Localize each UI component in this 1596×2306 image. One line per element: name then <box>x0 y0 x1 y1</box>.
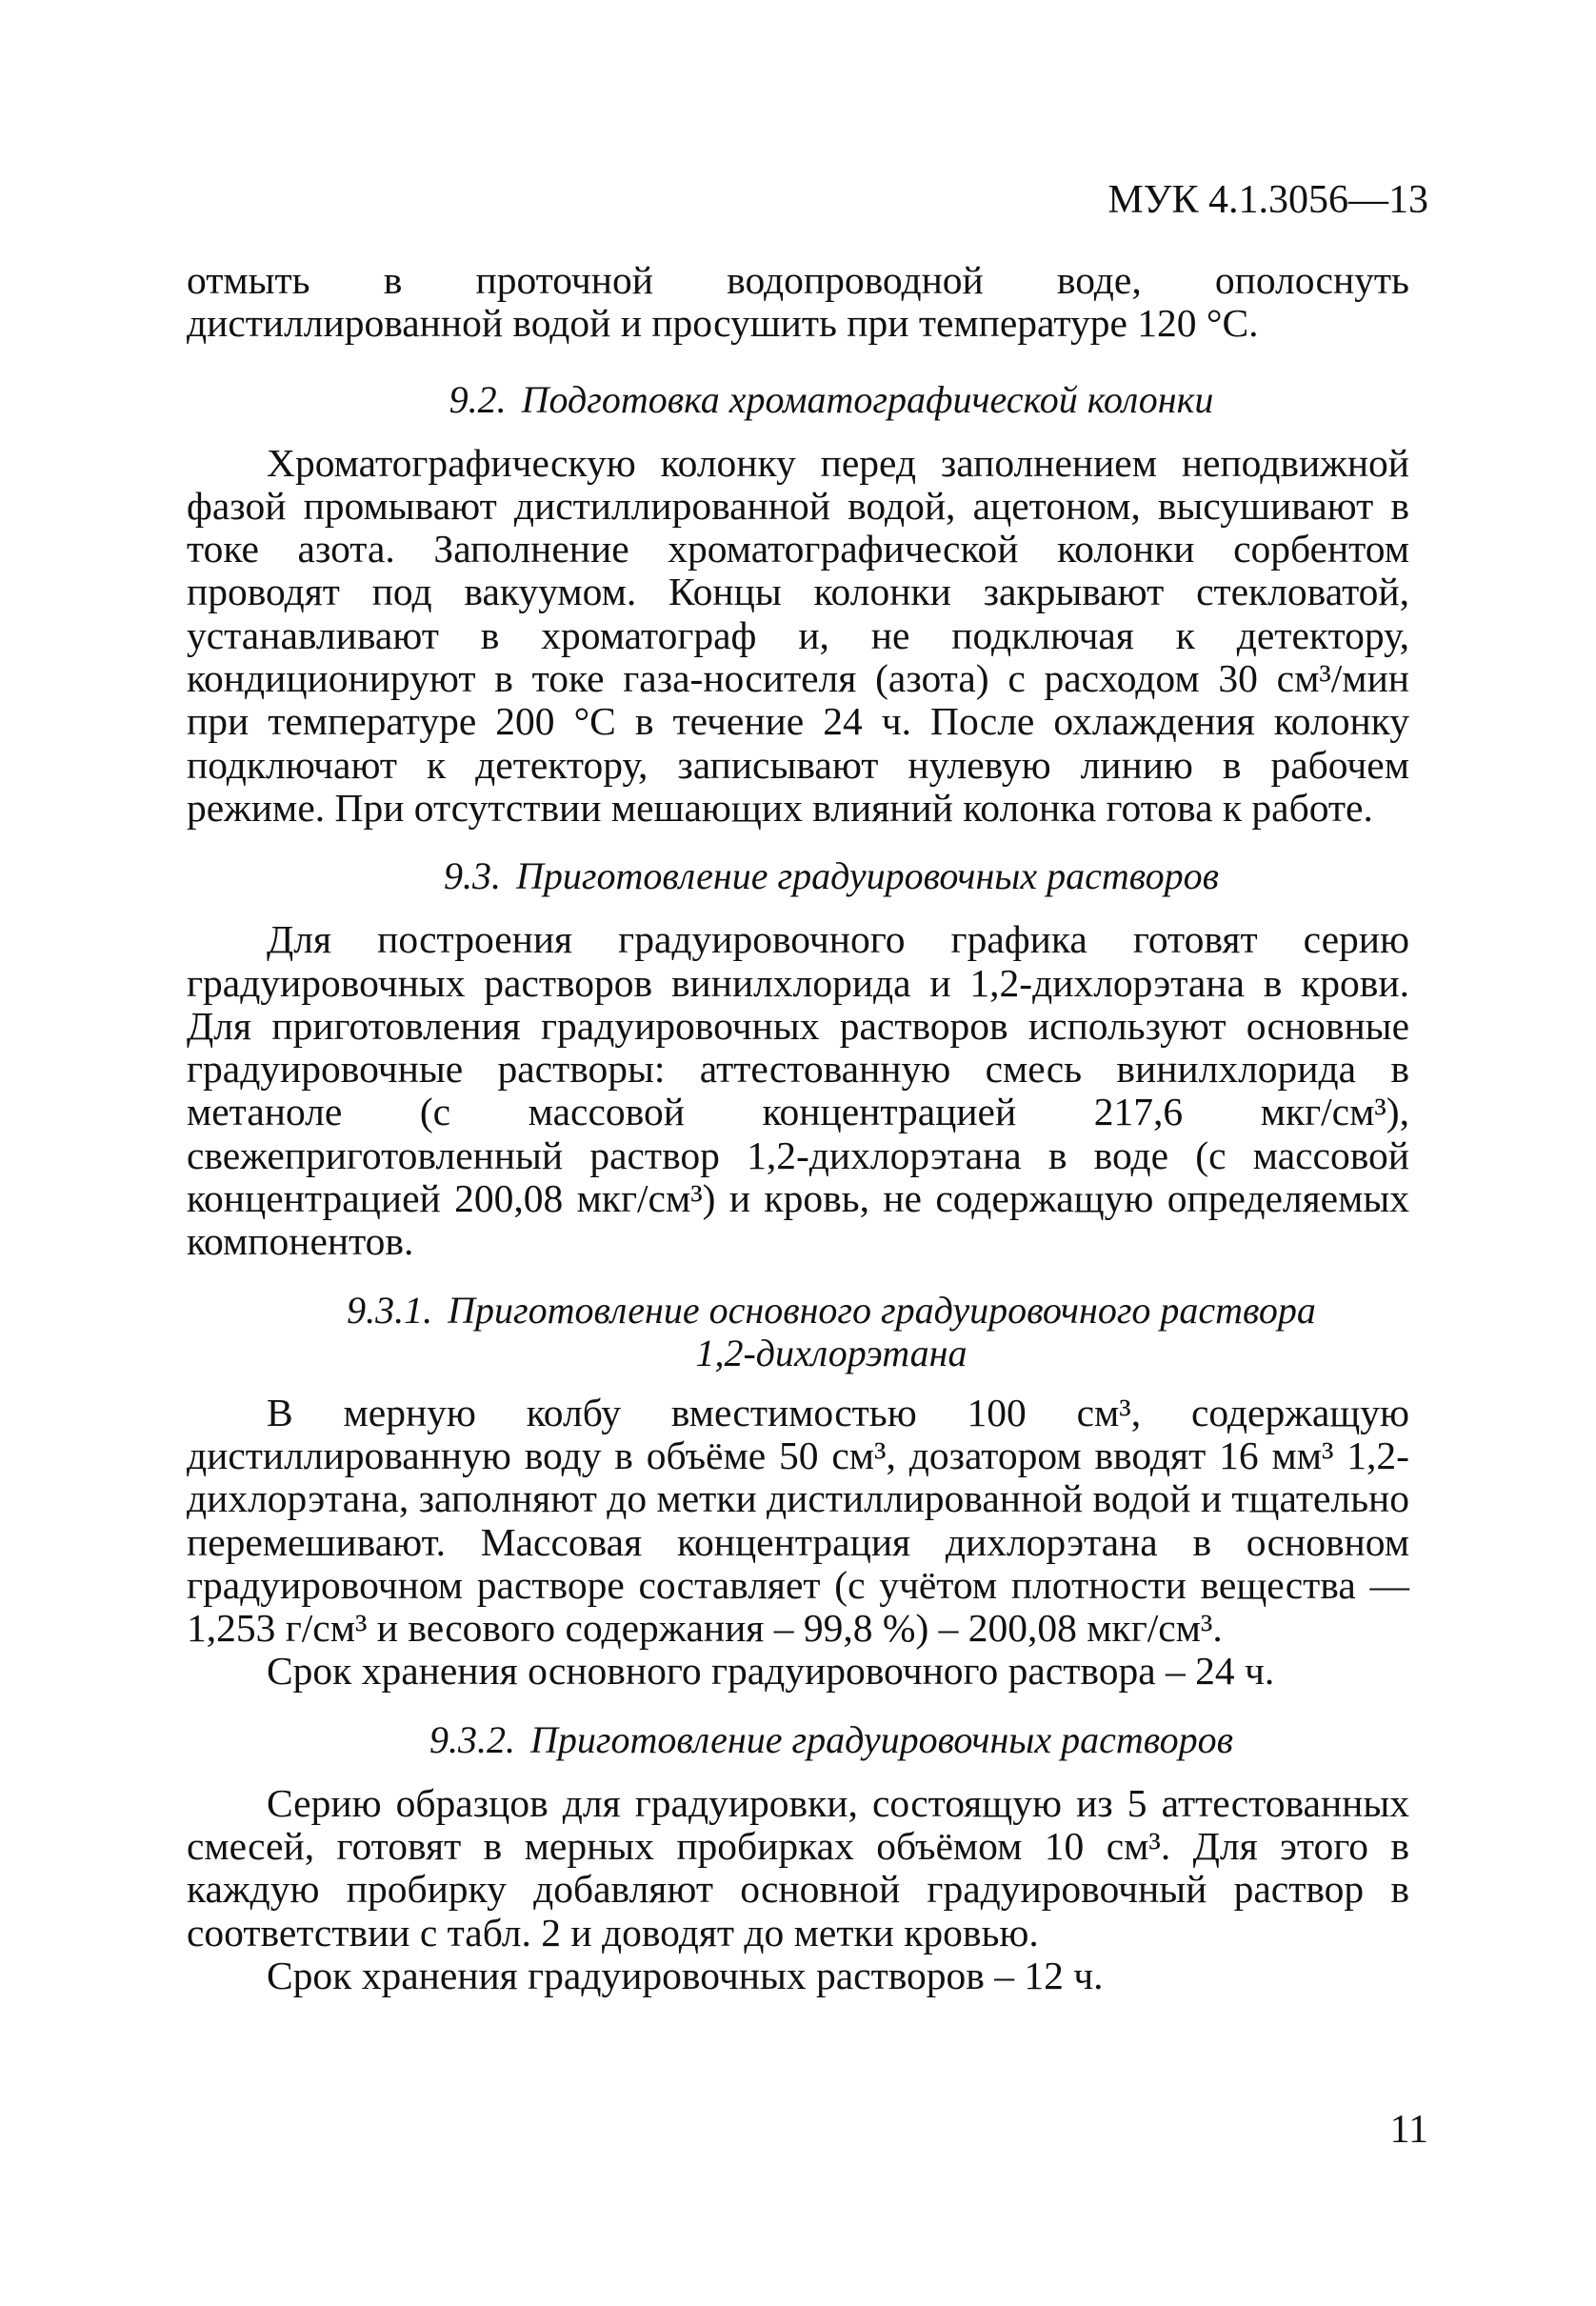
section-9-2-title: Подготовка хроматографической колонки <box>521 377 1214 421</box>
document-code-header: МУК 4.1.3056—13 <box>1107 178 1428 222</box>
section-9-2-number: 9.2. <box>449 377 507 421</box>
section-9-3-2-title: Приготовление градуировочных растворов <box>529 1717 1233 1761</box>
section-9-3-2-heading <box>187 1718 1409 1761</box>
section-9-3-1-title-line2: 1,2-дихлорэтана <box>695 1331 968 1374</box>
section-9-3-1-number: 9.3.1. <box>347 1288 433 1332</box>
section-9-2-heading <box>187 378 1409 421</box>
section-9-3-paragraph: Для построения градуировочного графика готовят серию градуировочных растворов винилхлорида и 1,2-дихлорэтана в крови. Для приготовления градуировочных растворов используют основные градуировочные растворы: аттестованную смесь винилхлорида в метаноле (с массовой концентрацией 217,6 мкг/см³), свежеприготовленный раствор 1,2-дихлорэтана в воде (с массовой концентрацией 200,08 мкг/см³) и кровь, не содержащую определяемых компонентов. <box>187 917 1409 1264</box>
section-9-3-number: 9.3. <box>443 854 501 898</box>
section-9-3-heading <box>187 854 1409 897</box>
section-9-3-2-number: 9.3.2. <box>429 1717 515 1761</box>
page-number: 11 <box>1389 2108 1428 2152</box>
section-9-3-1-heading <box>187 1289 1409 1374</box>
section-9-3-title: Приготовление градуировочных растворов <box>515 854 1219 898</box>
section-9-3-2-paragraph-2: Срок хранения градуировочных растворов – 12 ч. <box>267 1953 1104 1997</box>
intro-paragraph: отмыть в проточной водопроводной воде, ополоснуть дистиллированной водой и просушить при температуре 120 °C. <box>187 258 1409 346</box>
section-9-3-1-title-line1: Приготовление основного градуировочного раствора <box>448 1288 1316 1332</box>
body-column <box>187 259 1409 1997</box>
section-9-3-1-paragraph-1: В мерную колбу вместимостью 100 см³, содержащую дистиллированную воду в объёме 50 см³, дозатором вводят 16 мм³ 1,2-дихлорэтана, заполняют до метки дистиллированной водой и тщательно перемешивают. Массовая концентрация дихлорэтана в основном градуировочном растворе составляет (с учётом плотности вещества — 1,253 г/см³ и весового содержания – 99,8 %) – 200,08 мкг/см³. <box>187 1390 1409 1651</box>
section-9-2-paragraph: Хроматографическую колонку перед заполнением неподвижной фазой промывают дистиллированной водой, ацетоном, высушивают в токе азота. Заполнение хроматографической колонки сорбентом проводят под вакуумом. Концы колонки закрывают стекловатой, устанавливают в хроматограф и, не подключая к детектору, кондиционируют в токе газа-носителя (азота) с расходом 30 см³/мин при температуре 200 °С в течение 24 ч. После охлаждения колонку подключают к детектору, записывают нулевую линию в рабочем режиме. При отсутствии мешающих влияний колонка готова к работе. <box>187 440 1409 830</box>
section-9-3-1-paragraph-2: Срок хранения основного градуировочного раствора – 24 ч. <box>267 1649 1275 1694</box>
section-9-3-2-paragraph-1: Серию образцов для градуировки, состоящую из 5 аттестованных смесей, готовят в мерных пробирках объёмом 10 см³. Для этого в каждую пробирку добавляют основной градуировочный раствор в соответствии с табл. 2 и доводят до метки кровью. <box>187 1780 1409 1955</box>
